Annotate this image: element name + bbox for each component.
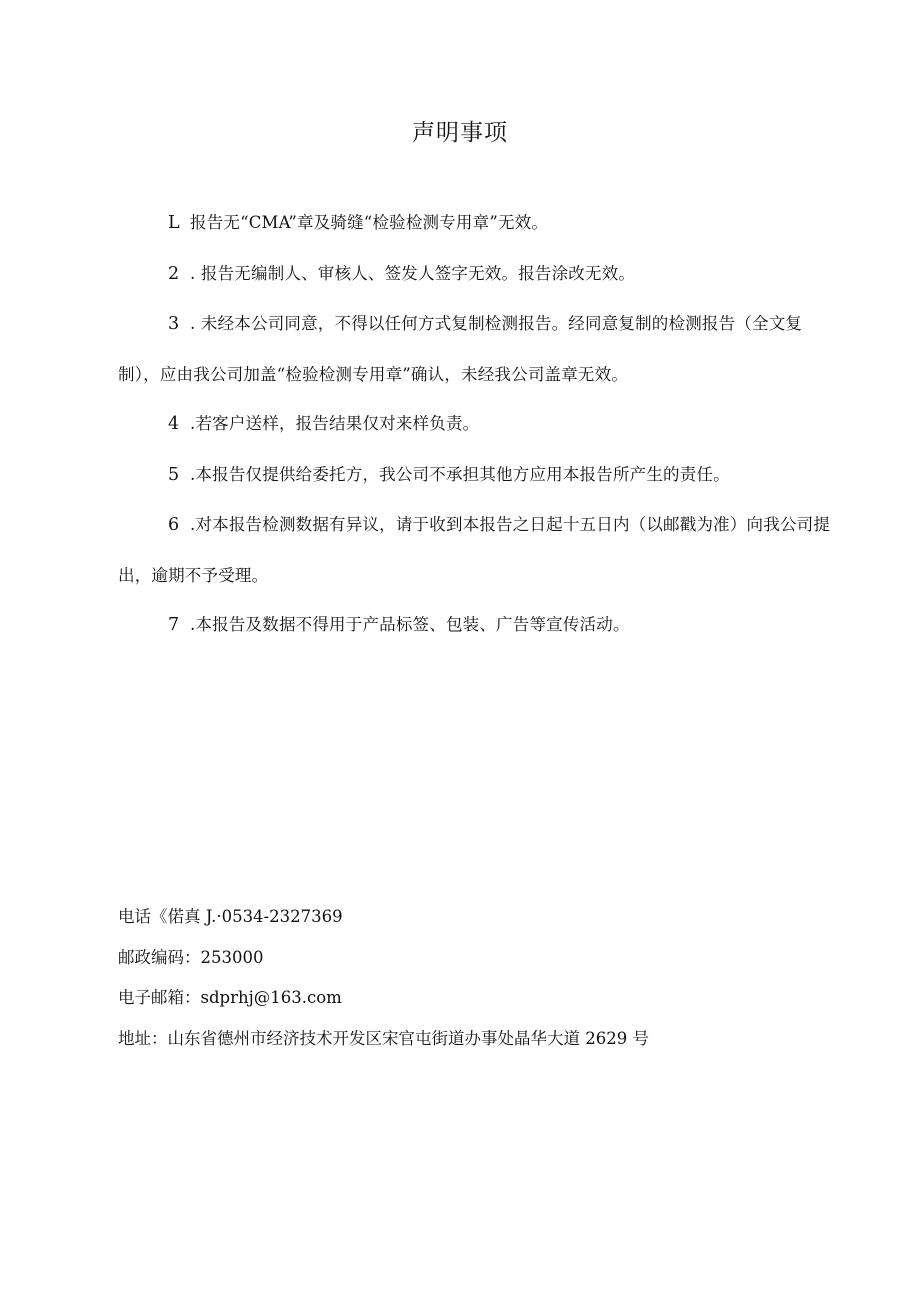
item-number: 3	[168, 314, 180, 334]
item-text: .本报告及数据不得用于产品标签、包装、广告等宣传活动。	[190, 615, 630, 634]
postcode-line: 邮政编码：253000	[118, 947, 264, 967]
statement-item-6	[118, 500, 833, 600]
item-number: L	[168, 213, 180, 233]
address-line: 地址：山东省德州市经济技术开发区宋官屯街道办事处晶华大道 2629 号	[118, 1028, 649, 1048]
item-number: 6	[168, 515, 180, 535]
item-text: .若客户送样，报告结果仅对来样负责。	[190, 414, 480, 433]
statement-item-4	[118, 399, 833, 450]
phone-line: 电话《偌真 J.·0534-2327369	[118, 907, 343, 926]
item-text: .对本报告检测数据有异议，请于收到本报告之日起十五日内（以邮戳为准）向我公司提出，逾期不予受理。	[118, 515, 831, 585]
item-number: 4	[168, 414, 180, 434]
statement-item-1	[118, 198, 833, 249]
contact-block	[118, 897, 833, 1059]
item-text: .本报告仅提供给委托方，我公司不承担其他方应用本报告所产生的责任。	[190, 464, 730, 484]
email-line: 电子邮箱：sdprhj@163.com	[118, 988, 342, 1007]
statement-item-2	[118, 249, 833, 300]
item-text: 报告无“CMA”章及骑缝“检验检测专用章”无效。	[190, 213, 549, 232]
item-number: 5	[168, 464, 180, 485]
item-text: . 报告无编制人、审核人、签发人签字无效。报告涂改无效。	[190, 263, 636, 283]
statement-item-5	[118, 450, 833, 501]
item-number: 7	[168, 615, 180, 635]
item-text: . 未经本公司同意，不得以任何方式复制检测报告。经同意复制的检测报告（全文复制），应由我公司加盖“检验检测专用章”确认，未经我公司盖章无效。	[118, 314, 803, 384]
item-number: 2	[168, 263, 180, 284]
statement-list	[118, 198, 833, 651]
page-title: 声明事项	[412, 120, 508, 146]
statement-item-7	[118, 600, 833, 651]
statement-item-3	[118, 299, 833, 399]
